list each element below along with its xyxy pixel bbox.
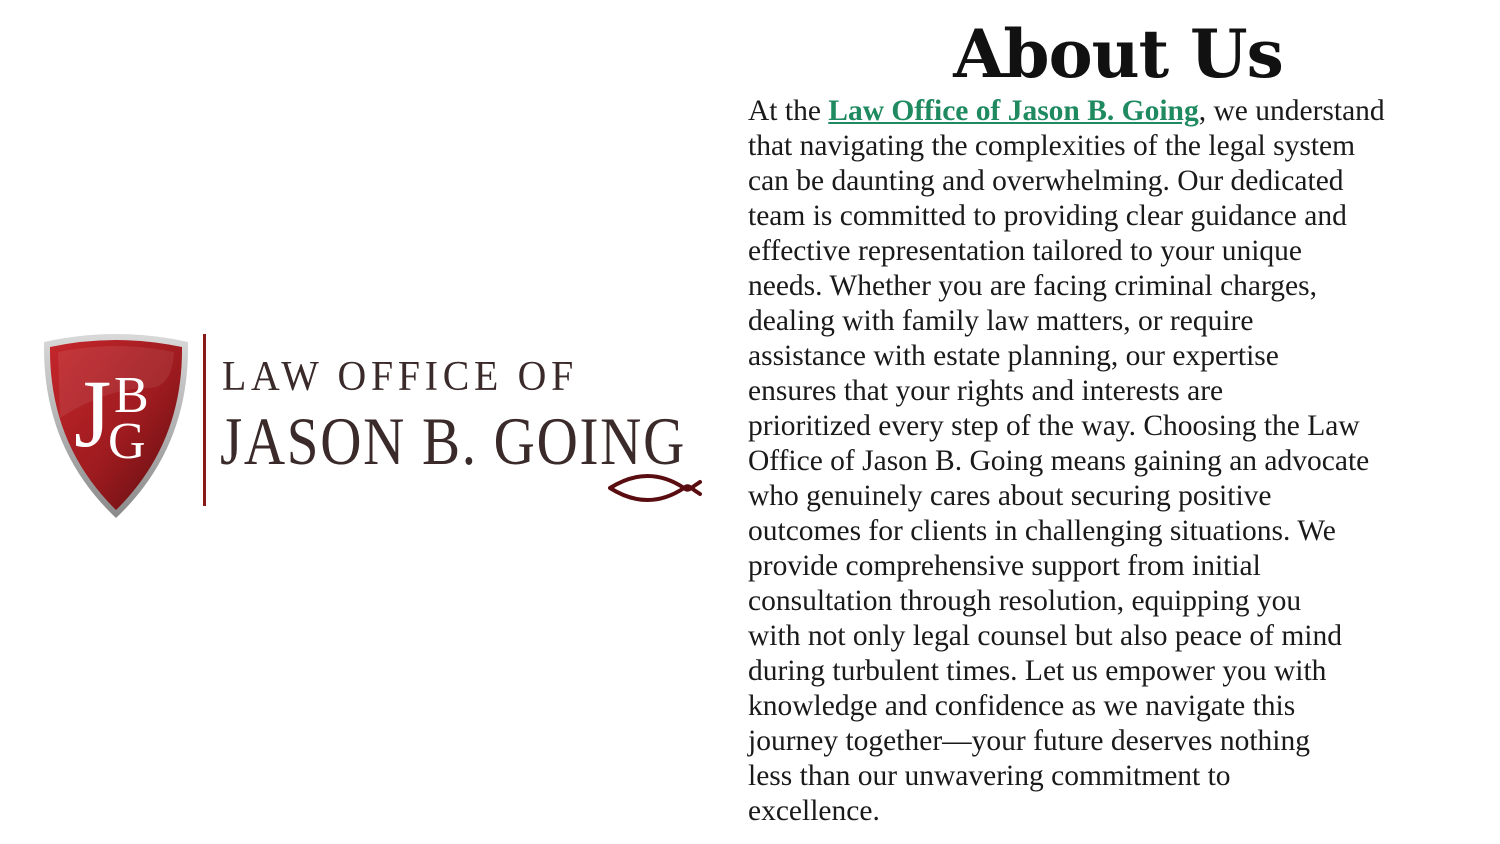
paragraph-intro: At the bbox=[748, 95, 829, 127]
monogram-letter-b: B bbox=[114, 367, 149, 424]
paragraph-line: assistance with estate planning, our expertise bbox=[748, 340, 1279, 372]
logo-line-1: LAW OFFICE OF bbox=[222, 354, 578, 400]
logo-line-2: JASON B. GOING bbox=[220, 403, 686, 479]
paragraph-line: dealing with family law matters, or require bbox=[748, 305, 1254, 337]
firm-logo bbox=[38, 328, 698, 528]
paragraph-line: journey together—your future deserves nothing bbox=[748, 725, 1310, 757]
paragraph-line: can be daunting and overwhelming. Our dedicated bbox=[748, 165, 1344, 197]
paragraph-intro-continued: , we understand bbox=[1198, 95, 1385, 127]
monogram-letter-g: G bbox=[108, 413, 146, 470]
paragraph-line: effective representation tailored to your unique bbox=[748, 235, 1303, 267]
logo-divider bbox=[203, 334, 206, 506]
about-section bbox=[748, 0, 1500, 829]
paragraph-line: consultation through resolution, equipping you bbox=[748, 585, 1302, 617]
about-paragraph bbox=[748, 94, 1496, 829]
paragraph-line: during turbulent times. Let us empower you with bbox=[748, 655, 1327, 687]
paragraph-line: less than our unwavering commitment to bbox=[748, 760, 1231, 792]
page-title: About Us bbox=[953, 15, 1283, 93]
paragraph-line bbox=[748, 94, 1496, 129]
paragraph-line: prioritized every step of the way. Choosing the Law bbox=[748, 410, 1360, 442]
paragraph-line: with not only legal counsel but also peace of mind bbox=[748, 620, 1342, 652]
paragraph-line: ensures that your rights and interests are bbox=[748, 375, 1224, 407]
paragraph-line: needs. Whether you are facing criminal charges, bbox=[748, 270, 1317, 302]
paragraph-line: knowledge and confidence as we navigate this bbox=[748, 690, 1296, 722]
paragraph-line: Office of Jason B. Going means gaining an advocate bbox=[748, 445, 1370, 477]
paragraph-line: who genuinely cares about securing positive bbox=[748, 480, 1272, 512]
paragraph-line: outcomes for clients in challenging situations. We bbox=[748, 515, 1336, 547]
firm-name-link[interactable]: Law Office of Jason B. Going bbox=[828, 95, 1199, 127]
monogram-letter-j: J bbox=[74, 360, 112, 467]
paragraph-line: that navigating the complexities of the legal system bbox=[748, 130, 1356, 162]
paragraph-line: team is committed to providing clear guidance and bbox=[748, 200, 1347, 232]
ichthys-fish-icon bbox=[610, 476, 700, 500]
firm-logo-graphic bbox=[38, 328, 698, 528]
paragraph-line: provide comprehensive support from initial bbox=[748, 550, 1261, 582]
paragraph-line: excellence. bbox=[748, 795, 880, 827]
